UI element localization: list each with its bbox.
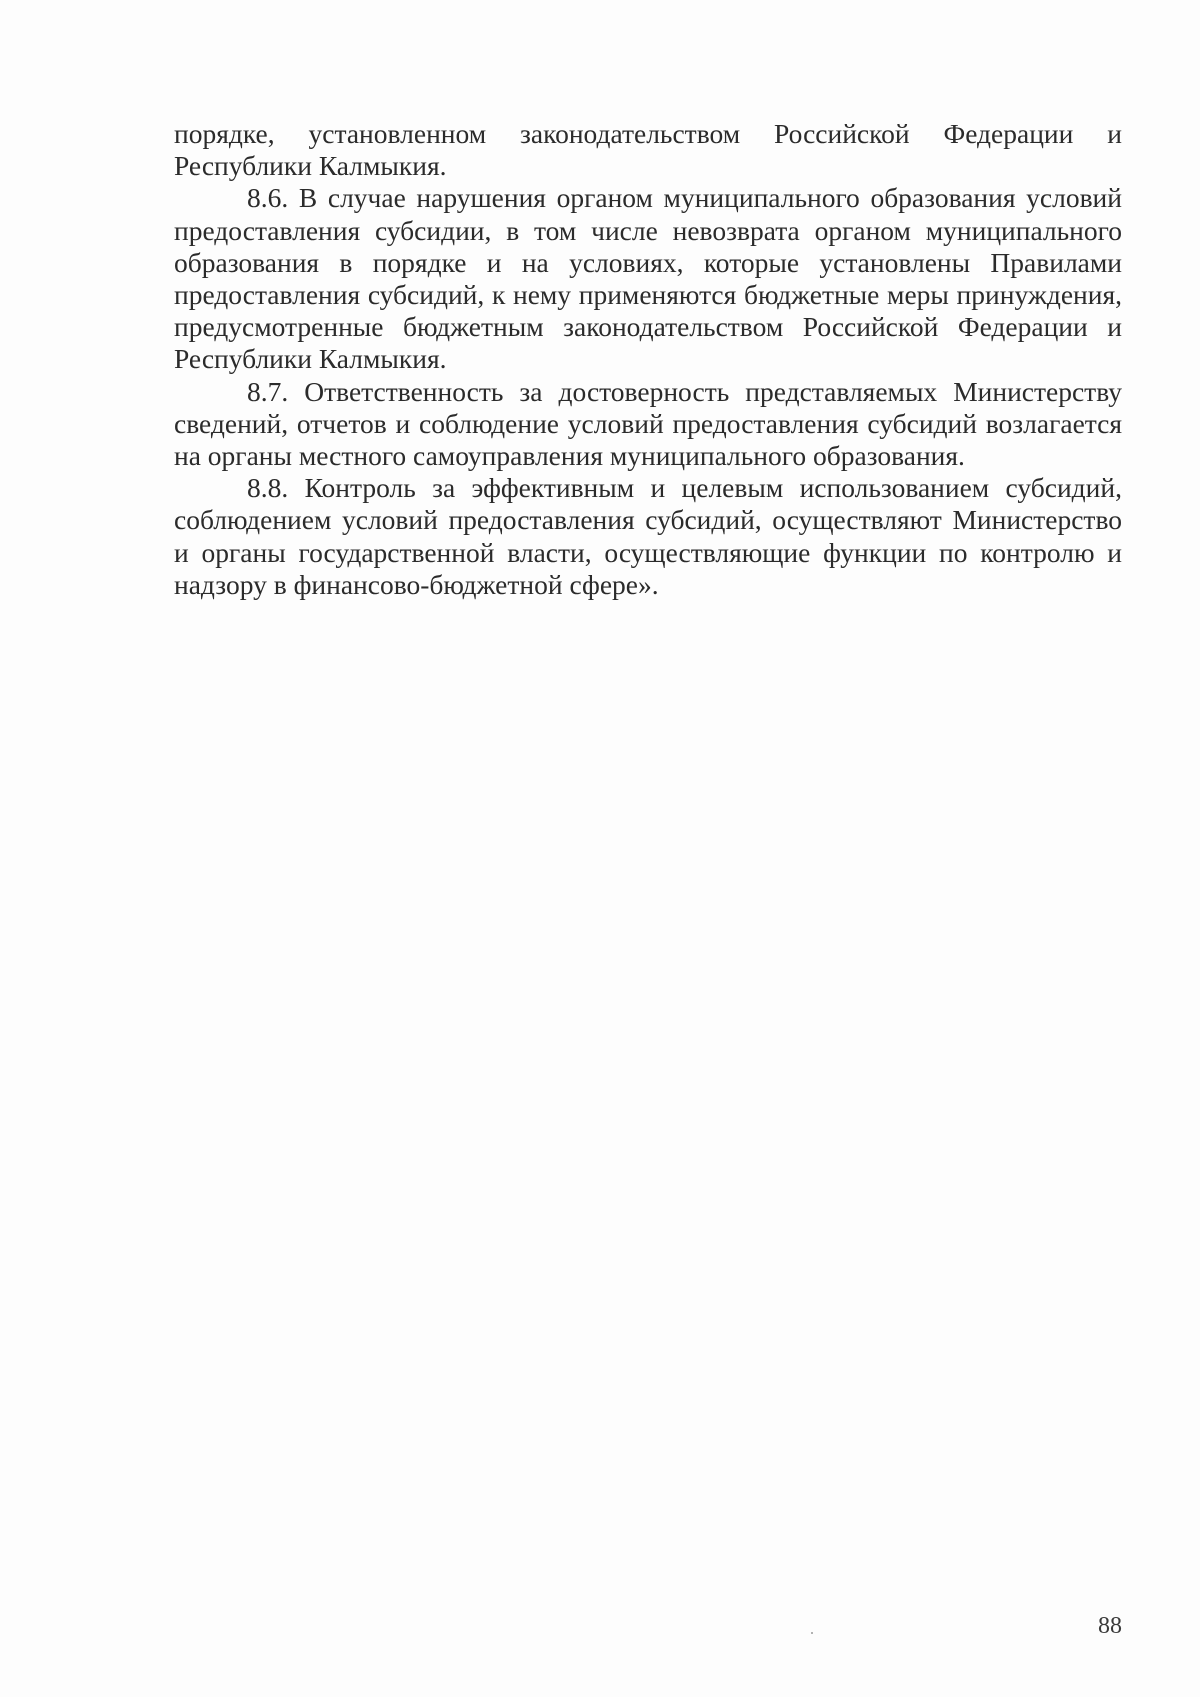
paragraph-8-7: 8.7. Ответственность за достоверность представляемых Министерству сведений, отчетов и соблюдение условий предоставления субсидий возлагается на органы местного самоуправления муниципального образования.: [174, 375, 1122, 472]
body-text: [174, 118, 1122, 601]
paragraph-continuation: порядке, установленном законодательством Российской Федерации и Республики Калмыкия.: [174, 118, 1122, 182]
paragraph-8-6: 8.6. В случае нарушения органом муниципального образования условий предоставления субсидии, в том числе невозврата органом муниципального образования в порядке и на условиях, которые установлены Правилами предоставления субсидий, к нему применяются бюджетные меры принуждения, предусмотренные бюджетным законодательством Российской Федерации и Республики Калмыкия.: [174, 182, 1122, 375]
scan-speck: [811, 1632, 813, 1634]
page-number: 88: [1098, 1613, 1122, 1639]
paragraph-8-8: 8.8. Контроль за эффективным и целевым использованием субсидий, соблюдением условий предоставления субсидий, осуществляют Министерство и органы государственной власти, осуществляющие функции по контролю и надзору в финансово-бюджетной сфере».: [174, 472, 1122, 600]
